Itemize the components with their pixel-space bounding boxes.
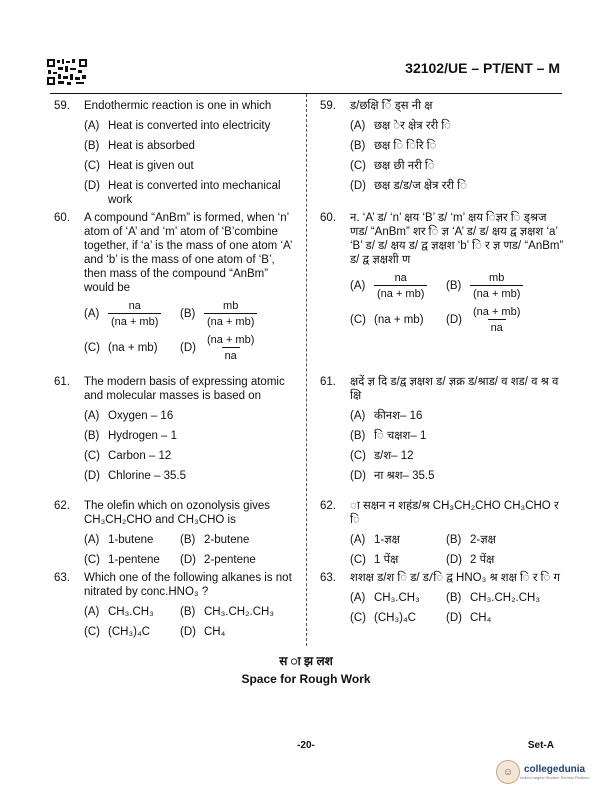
fraction: $\frac{(na + mb)}{na}$ [473, 306, 521, 334]
question-text: शशक्ष ड/श ि ड/ ड/ि द्व HNO₃ श्र शक्ष ि र ि ग [350, 572, 561, 584]
option-c[interactable]: (C) 1 पेंक्ष [350, 554, 399, 566]
question-text: न. ‘A’ ड/ ‘n’ क्षय ‘B’ ड/ ‘m’ क्षय िज्ञर ि ड्श्रज णड/ “AnBm” शर ि ज्ञ ‘A’ ड/ ड/ क्षय द्व ज्ञक्षश ‘a’ ‘B’ ड/ ड/ क्षय ड/ द्व ज्ञक्षश ‘b’ ि र ज्ञ णड/ “AnBm” ड/ द्व ज्ञक्षशी ण [350, 212, 564, 266]
logo-name: collegedunia [524, 764, 586, 775]
column-divider [306, 94, 307, 646]
page-number: -20- [297, 740, 315, 751]
question-text: Endothermic reaction is one in which [84, 100, 272, 112]
question-number: 63. [320, 572, 336, 584]
question-text: ड/छक्षि िँ ड्स नी क्ष [350, 100, 433, 112]
option-row [350, 611, 565, 625]
question-61-hindi [320, 375, 565, 483]
option-row [84, 553, 299, 567]
option-b[interactable]: (B) $\frac{mb}{(na + mb)}$ [180, 299, 276, 329]
question-text: The olefin which on ozonolysis gives CH₃CH₂CHO and CH₃CHO is [84, 500, 271, 526]
question-61 [54, 375, 299, 483]
option-a[interactable]: (A) 1-butene [84, 534, 154, 546]
option-d[interactable]: (D) 2-pentene [180, 554, 256, 566]
option-a[interactable]: (A) CH₃.CH₃ [350, 592, 420, 604]
student-avatar-icon: ☺ [496, 760, 520, 784]
question-number: 61. [320, 376, 336, 388]
option-c[interactable]: (C) (na + mb) [84, 342, 158, 354]
option-row [84, 605, 299, 619]
option-d[interactable]: (D) 2 पेंक्ष [446, 554, 495, 566]
question-63 [54, 571, 299, 639]
question-60-hindi [320, 211, 565, 335]
question-number: 60. [320, 212, 336, 224]
question-number: 61. [54, 376, 70, 388]
fraction: $\frac{mb}{(na + mb)}$ [470, 271, 523, 301]
option-c[interactable]: (C) 1-pentene [84, 554, 160, 566]
option-d[interactable]: (D) $\frac{(na + mb)}{na}$ [446, 305, 542, 335]
question-number: 63. [54, 572, 70, 584]
fraction: $\frac{na}{(na + mb)}$ [108, 299, 161, 329]
option-row [84, 299, 299, 329]
option-b[interactable]: (B) 2-butene [180, 534, 250, 546]
option-b[interactable]: (B) $\frac{mb}{(na + mb)}$ [446, 271, 542, 301]
option-a[interactable]: (A) छक्ष ेर क्षेत्र ररी ि [350, 120, 451, 132]
question-text: The modern basis of expressing atomic and molecular masses is based on [84, 376, 285, 402]
question-number: 62. [320, 500, 336, 512]
collegedunia-logo [496, 760, 590, 784]
rough-work-label-hindi: स ा झ लश [279, 654, 333, 668]
option-b[interactable]: (B) CH₃.CH₂.CH₃ [446, 592, 541, 604]
option-c[interactable]: (C) (CH₃)₄C [84, 626, 150, 638]
option-row [84, 333, 299, 363]
option-c[interactable]: (C) ड/श– 12 [350, 450, 414, 462]
option-row [350, 591, 565, 605]
option-d[interactable]: (D) CH₄ [180, 626, 226, 638]
option-row [350, 553, 565, 567]
question-62-hindi [320, 499, 565, 567]
fraction: $\frac{mb}{(na + mb)}$ [204, 299, 257, 329]
option-a[interactable]: (A) 1-ज्ञक्ष [350, 534, 400, 546]
option-row [350, 533, 565, 547]
question-63-hindi [320, 571, 565, 625]
option-b[interactable]: (B) छक्ष ि िरि ि [350, 140, 437, 152]
option-d[interactable]: (D) Chlorine – 35.5 [84, 470, 186, 482]
option-c[interactable]: (C) Carbon – 12 [84, 450, 172, 462]
question-number: 59. [54, 100, 70, 112]
option-c[interactable]: (C) (na + mb) [350, 314, 424, 326]
option-b[interactable]: (B) 2-ज्ञक्ष [446, 534, 496, 546]
option-row [84, 533, 299, 547]
fraction: $\frac{(na + mb)}{na}$ [207, 334, 255, 362]
question-number: 62. [54, 500, 70, 512]
option-a[interactable]: (A) CH₃.CH₃ [84, 606, 154, 618]
fraction: $\frac{na}{(na + mb)}$ [374, 271, 427, 301]
option-b[interactable]: (B) Hydrogen – 1 [84, 430, 178, 442]
qr-code-icon [46, 58, 88, 86]
question-number: 59. [320, 100, 336, 112]
option-a[interactable]: (A) कीनश– 16 [350, 410, 423, 422]
option-d[interactable]: (D) Heat is converted into mechanical work [84, 180, 281, 206]
option-c[interactable]: (C) छक्ष छी नरी ि [350, 160, 435, 172]
option-a[interactable]: (A) $\frac{na}{(na + mb)}$ [350, 271, 446, 301]
option-row [350, 271, 565, 301]
set-label: Set-A [527, 740, 554, 751]
option-d[interactable]: (D) $\frac{(na + mb)}{na}$ [180, 333, 276, 363]
option-a[interactable]: (A) Oxygen – 16 [84, 410, 174, 422]
option-d[interactable]: (D) CH₄ [446, 612, 492, 624]
question-text: Which one of the following alkanes is not nitrated by conc.HNO₃ ? [84, 572, 292, 598]
option-b[interactable]: (B) CH₃.CH₂.CH₃ [180, 606, 275, 618]
option-d[interactable]: (D) छक्ष ड/ड/ज क्षेत्र ररी ि [350, 180, 467, 192]
option-b[interactable]: (B) Heat is absorbed [84, 140, 195, 152]
question-text: क्षदें ज्ञ दि ड/द्व ज्ञक्षश ड/ ज्ञक्र ड/श्राड/ व शड/ व श्र व क्षि [350, 376, 559, 402]
option-row [350, 305, 565, 335]
option-a[interactable]: (A) Heat is converted into electricity [84, 120, 271, 132]
rough-work-label: Space for Rough Work [241, 672, 371, 686]
option-a[interactable]: (A) $\frac{na}{(na + mb)}$ [84, 299, 180, 329]
option-row [84, 625, 299, 639]
option-d[interactable]: (D) ना श्रश– 35.5 [350, 470, 435, 482]
option-b[interactable]: (B) ि चक्षश– 1 [350, 430, 427, 442]
question-62 [54, 499, 299, 567]
question-59 [54, 99, 299, 207]
question-text: ा सक्षन न शहंड/श्र CH₃CH₂CHO CH₃CHO र ि [350, 500, 559, 526]
question-60 [54, 211, 299, 363]
logo-tagline: India's largest Student Review Platform [520, 775, 590, 780]
question-number: 60. [54, 212, 70, 224]
option-c[interactable]: (C) Heat is given out [84, 160, 194, 172]
question-text: A compound “AnBm” is formed, when ‘n’ atom of ‘A’ and ‘m’ atom of ‘B’combine together, if ‘a’ is the mass of one atom ‘A’ and ‘b’ is the mass of one atom of ‘B’, then mass of the compound “AnBm” would be [84, 212, 292, 294]
option-c[interactable]: (C) (CH₃)₄C [350, 612, 416, 624]
question-59-hindi [320, 99, 565, 193]
exam-code: 32102/UE – PT/ENT – M [405, 60, 560, 76]
